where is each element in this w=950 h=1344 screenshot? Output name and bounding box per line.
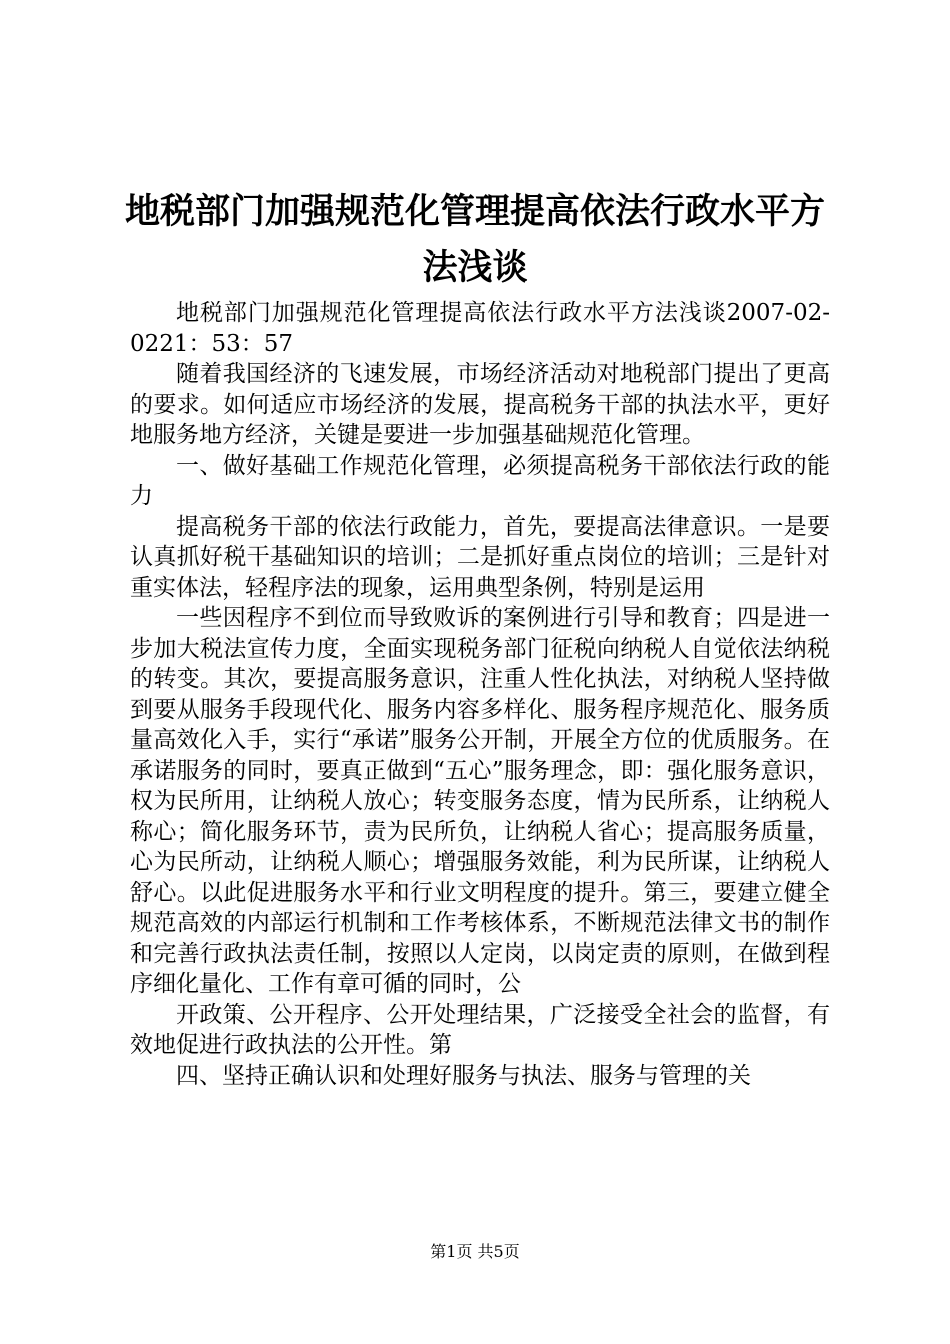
paragraph-service-awareness: 一些因程序不到位而导致败诉的案例进行引导和教育；四是进一步加大税法宣传力度，全面实现税务部门征税向纳税人自觉依法纳税的转变。其次，要提高服务意识，注重人性化执法，对纳税人坚持做到要从服务手段现代化、服务内容多样化、服务程序规范化、服务质量高效化入手，实行“承诺”服务公开制，开展全方位的优质服务。在承诺服务的同时，要真正做到“五心”服务理念，即：强化服务意识，权为民所用，让纳税人放心；转变服务态度，情为民所系，让纳税人称心；简化服务环节，责为民所负，让纳税人省心；提高服务质量，心为民所动，让纳税人顺心；增强服务效能，利为民所谋，让纳税人舒心。以此促进服务水平和行业文明程度的提升。第三，要建立健全规范高效的内部运行机制和工作考核体系，不断规范法律文书的制作和完善行政执法责任制，按照以人定岗，以岗定责的原则，在做到程序细化量化、工作有章可循的同时，公	[130, 605, 830, 997]
page-number-footer: 第1页 共5页	[430, 1242, 520, 1261]
document-title: 地税部门加强规范化管理提高依法行政水平方法浅谈	[124, 191, 825, 288]
paragraph-legal-awareness: 提高税务干部的依法行政能力，首先，要提高法律意识。一是要认真抓好税干基础知识的培训；二是抓好重点岗位的培训；三是针对重实体法，轻程序法的现象，运用典型条例，特别是运用	[130, 513, 830, 601]
paragraph-intro: 随着我国经济的飞速发展，市场经济活动对地税部门提出了更高的要求。如何适应市场经济的发展，提高税务干部的执法水平，更好地服务地方经济，关键是要进一步加强基础规范化管理。	[130, 361, 830, 448]
section-heading-four: 四、坚持正确认识和处理好服务与执法、服务与管理的关	[176, 1062, 751, 1089]
paragraph-header-line: 地税部门加强规范化管理提高依法行政水平方法浅谈2007-02-0221：53：57	[130, 300, 830, 357]
section-heading-one: 一、做好基础工作规范化管理，必须提高税务干部依法行政的能力	[130, 452, 830, 509]
document-body	[130, 298, 830, 1091]
paragraph-openness: 开政策、公开程序、公开处理结果，广泛接受全社会的监督，有效地促进行政执法的公开性。第	[130, 1001, 830, 1058]
